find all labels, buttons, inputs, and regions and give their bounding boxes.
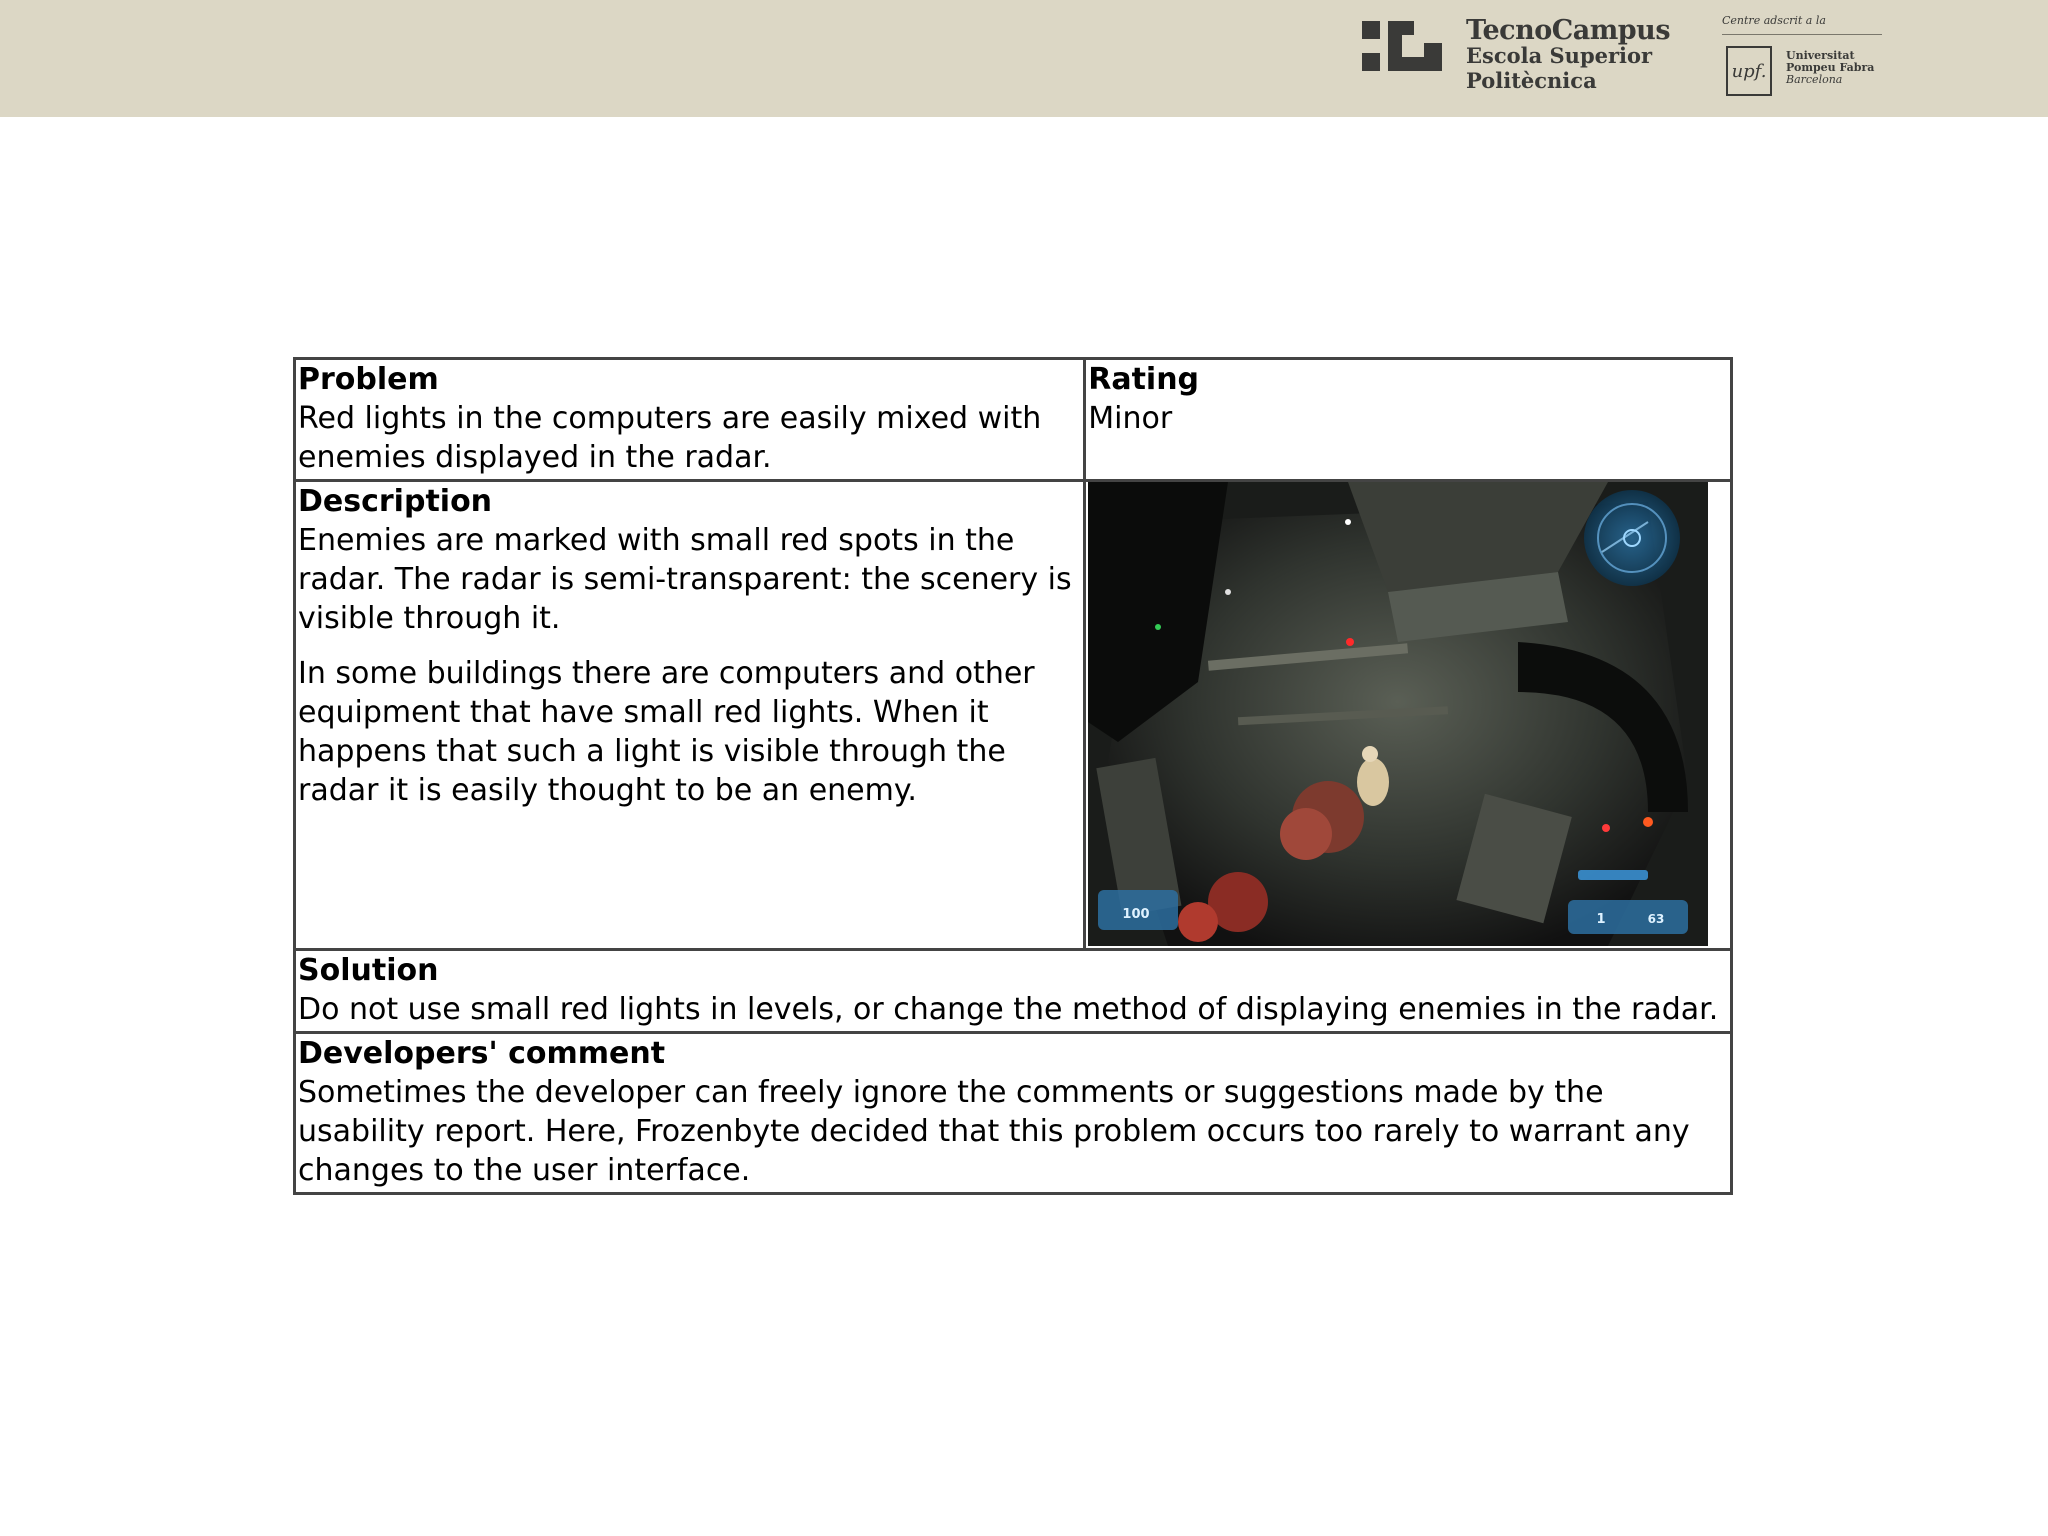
game-screenshot-image bbox=[1088, 482, 1708, 946]
tecnocampus-logo-icon bbox=[1362, 21, 1442, 75]
description-label: Description bbox=[298, 484, 493, 519]
developers-comment-row bbox=[295, 1033, 1732, 1194]
upf-logo bbox=[1722, 14, 1882, 104]
solution-text: Do not use small red lights in levels, or change the method of displaying enemies in the radar. bbox=[298, 992, 1719, 1027]
solution-label: Solution bbox=[298, 953, 439, 988]
problem-text: Red lights in the computers are easily mixed with enemies displayed in the radar. bbox=[298, 401, 1042, 475]
problem-row bbox=[295, 359, 1732, 481]
tecnocampus-name: TecnoCampus bbox=[1466, 15, 1671, 46]
rating-cell bbox=[1085, 359, 1732, 481]
problem-label: Problem bbox=[298, 362, 439, 397]
upf-divider bbox=[1722, 34, 1882, 35]
tecnocampus-school: Escola Superior bbox=[1466, 43, 1653, 68]
developers-comment-label: Developers' comment bbox=[298, 1036, 666, 1071]
tecnocampus-school-type: Politècnica bbox=[1466, 68, 1597, 93]
rating-label: Rating bbox=[1088, 362, 1200, 397]
upf-name-line3: Barcelona bbox=[1786, 73, 1843, 86]
hud-health: 100 bbox=[1122, 907, 1150, 922]
description-cell bbox=[295, 481, 1085, 950]
developers-comment-cell bbox=[295, 1033, 1732, 1194]
hud-ammo-left: 1 bbox=[1596, 912, 1606, 927]
description-row bbox=[295, 481, 1732, 950]
solution-row bbox=[295, 950, 1732, 1033]
usability-report-table bbox=[293, 357, 1733, 1195]
description-paragraph-1: Enemies are marked with small red spots in the radar. The radar is semi-transparent: the scenery is visible through it. bbox=[298, 523, 1072, 636]
game-screenshot-cell bbox=[1085, 481, 1732, 950]
hud-ammo-right: 63 bbox=[1647, 912, 1665, 926]
description-paragraph-2: In some buildings there are computers and other equipment that have small red lights. When it happens that such a light is visible through the radar it is easily thought to be an enemy. bbox=[298, 656, 1035, 808]
solution-cell bbox=[295, 950, 1732, 1033]
tecnocampus-wordmark bbox=[1466, 15, 1671, 93]
upf-name-line2: Pompeu Fabra bbox=[1786, 61, 1875, 74]
upf-mark: upf. bbox=[1726, 46, 1772, 96]
upf-caption: Centre adscrit a la bbox=[1722, 14, 1826, 27]
upf-name bbox=[1786, 50, 1886, 86]
upf-name-line1: Universitat bbox=[1786, 49, 1855, 62]
rating-value: Minor bbox=[1088, 401, 1173, 436]
problem-cell bbox=[295, 359, 1085, 481]
developers-comment-text: Sometimes the developer can freely ignore the comments or suggestions made by the usability report. Here, Frozenbyte decided that this problem occurs too rarely to warrant any changes to the user interface. bbox=[298, 1075, 1690, 1188]
header-bar bbox=[0, 0, 2048, 117]
